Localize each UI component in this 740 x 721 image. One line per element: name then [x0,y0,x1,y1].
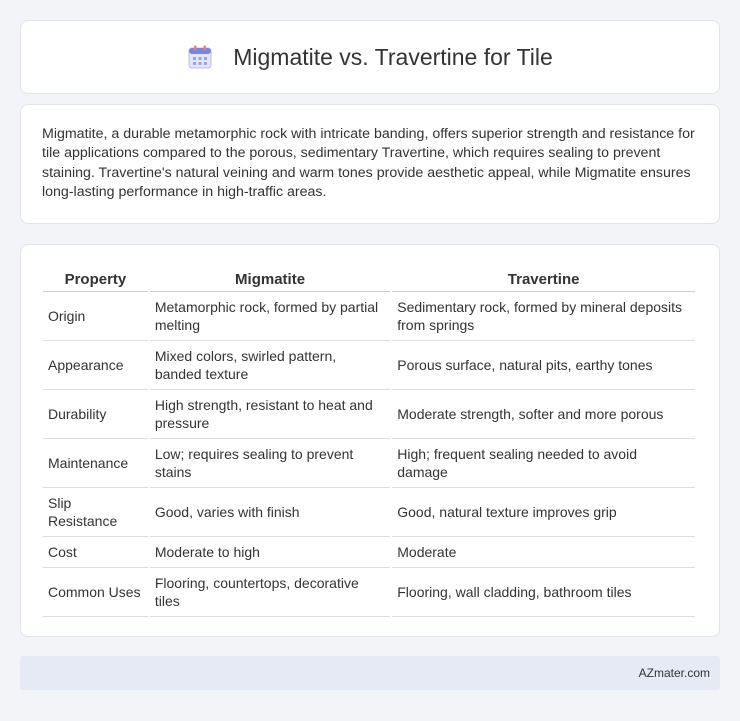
table-row [43,341,695,390]
table-row [43,439,695,488]
property-cell: Cost [43,537,148,568]
migmatite-cell: Moderate to high [150,537,390,568]
column-header-property: Property [43,265,148,292]
migmatite-cell: Metamorphic rock, formed by partial melting [150,292,390,341]
table-row [43,488,695,537]
table-row [43,568,695,617]
travertine-cell: Sedimentary rock, formed by mineral deposits from springs [392,292,695,341]
column-header-migmatite: Migmatite [150,265,390,292]
comparison-card [20,244,720,637]
migmatite-cell: Flooring, countertops, decorative tiles [150,568,390,617]
migmatite-cell: High strength, resistant to heat and pressure [150,390,390,439]
travertine-cell: Porous surface, natural pits, earthy tones [392,341,695,390]
property-cell: Common Uses [43,568,148,617]
footer-brand-link[interactable]: AZmater.com [638,666,710,680]
title-card [20,20,720,94]
table-row [43,390,695,439]
travertine-cell: High; frequent sealing needed to avoid damage [392,439,695,488]
column-header-travertine: Travertine [392,265,695,292]
migmatite-cell: Low; requires sealing to prevent stains [150,439,390,488]
property-cell: Maintenance [43,439,148,488]
travertine-cell: Flooring, wall cladding, bathroom tiles [392,568,695,617]
footer [20,656,720,690]
migmatite-cell: Good, varies with finish [150,488,390,537]
comparison-table [41,265,697,617]
property-cell: Appearance [43,341,148,390]
intro-paragraph: Migmatite, a durable metamorphic rock with intricate banding, offers superior strength and resistance for tile applications compared to the porous, sedimentary Travertine, which requires sealing to prevent staining. Travertine's natural veining and warm tones provide aesthetic appeal, while Migmatite ensures long-lasting performance in high-traffic areas. [42,126,695,201]
calendar-icon [187,44,213,70]
table-header-row [43,265,695,292]
migmatite-cell: Mixed colors, swirled pattern, banded texture [150,341,390,390]
property-cell: Origin [43,292,148,341]
intro-card [20,104,720,224]
travertine-cell: Moderate [392,537,695,568]
travertine-cell: Moderate strength, softer and more porous [392,390,695,439]
table-row [43,537,695,568]
page-title: Migmatite vs. Travertine for Tile [233,43,553,70]
property-cell: Durability [43,390,148,439]
property-cell: Slip Resistance [43,488,148,537]
table-row [43,292,695,341]
travertine-cell: Good, natural texture improves grip [392,488,695,537]
